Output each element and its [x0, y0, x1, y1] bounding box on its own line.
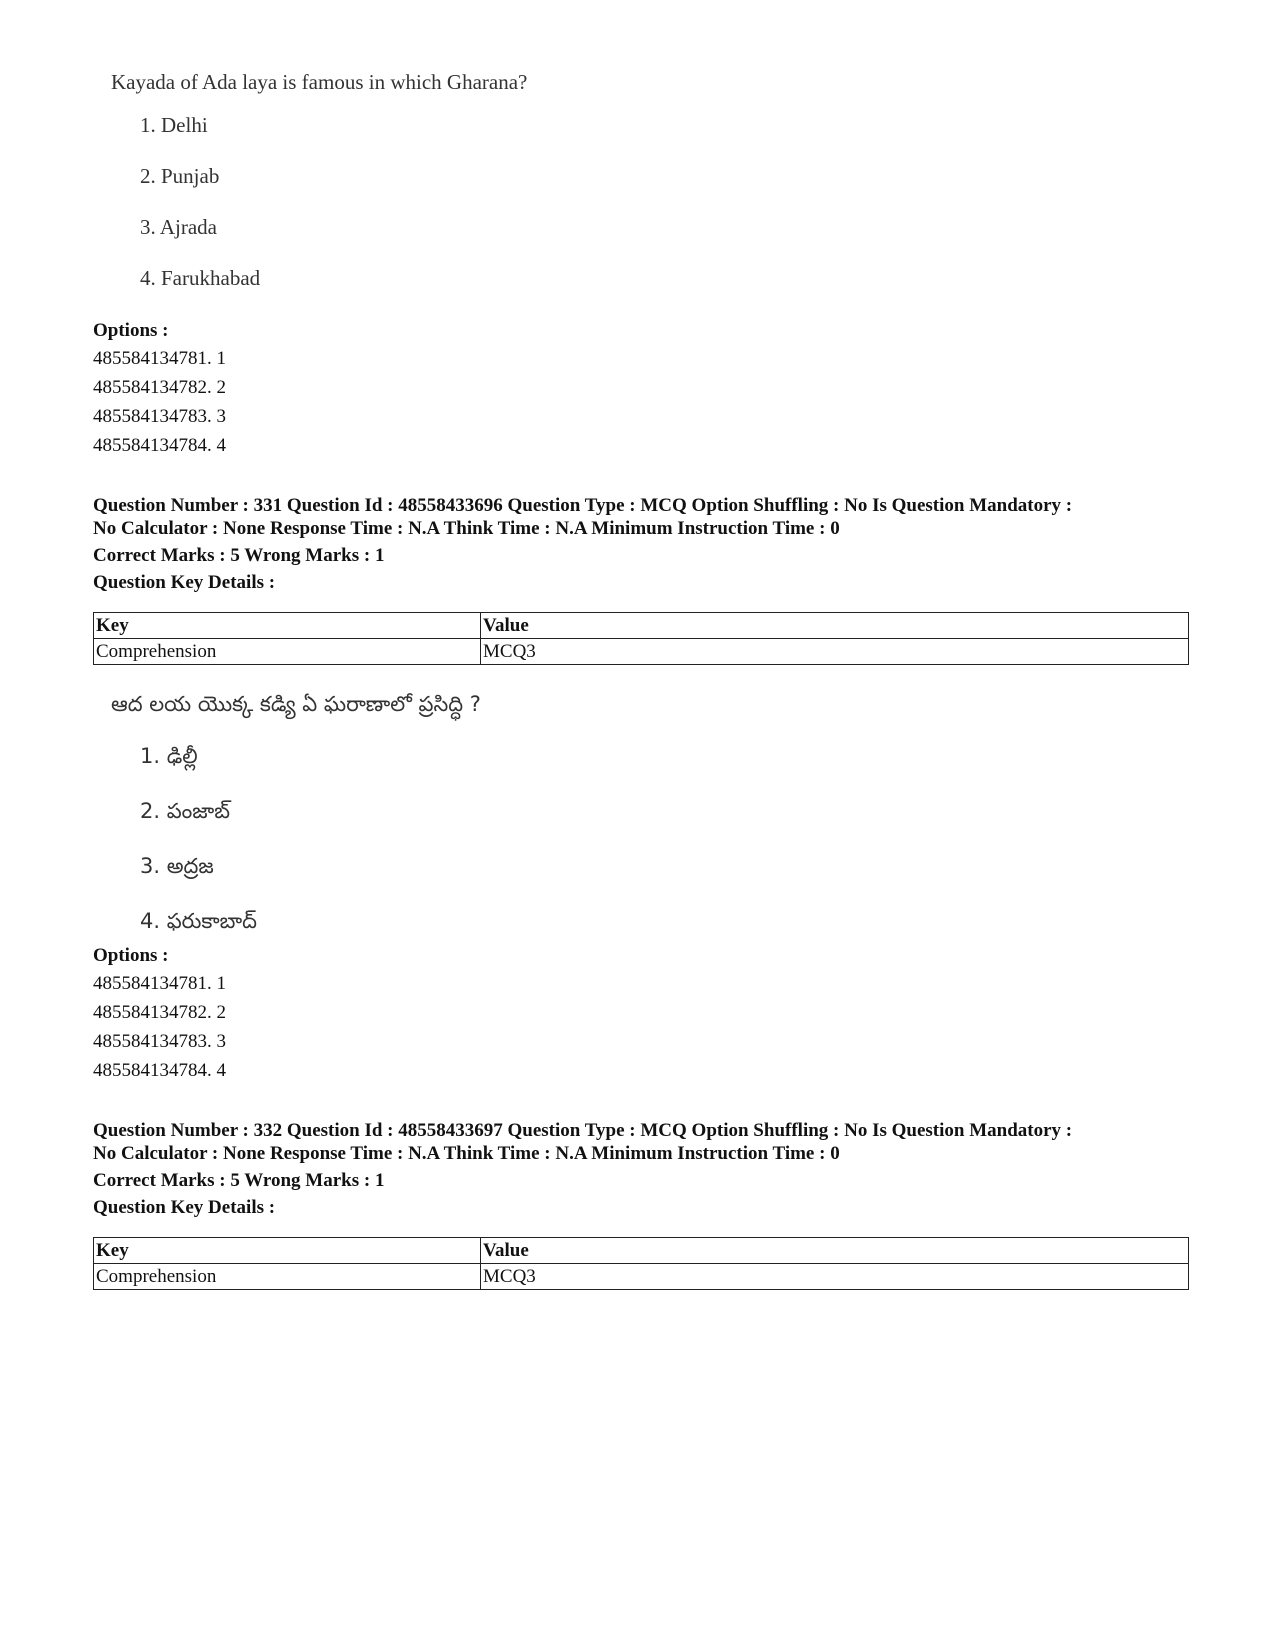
table-cell-value: MCQ3 — [481, 1264, 1189, 1290]
choice-item: 4. ఫరుకాబాద్ — [140, 909, 257, 933]
question-stem: Kayada of Ada laya is famous in which Gharana? — [111, 70, 528, 94]
key-details-table — [93, 1237, 1189, 1290]
question-meta-line: Question Number : 332 Question Id : 48558433697 Question Type : MCQ Option Shuffling : No Is Question Mandatory : — [93, 1120, 1073, 1141]
options-list — [93, 344, 226, 460]
option-item: 485584134782. 2 — [93, 377, 226, 398]
question-meta — [93, 494, 1193, 594]
key-details-title: Question Key Details : — [93, 1197, 276, 1218]
choice-item: 4. Farukhabad — [140, 266, 261, 290]
table-row — [94, 639, 1189, 665]
table-header-value: Value — [481, 613, 1189, 639]
key-details-title: Question Key Details : — [93, 572, 276, 593]
table-header-value: Value — [481, 1238, 1189, 1264]
option-item: 485584134784. 4 — [93, 435, 226, 456]
question-meta — [93, 1119, 1193, 1219]
question-meta-line: No Calculator : None Response Time : N.A Think Time : N.A Minimum Instruction Time : 0 — [93, 518, 840, 539]
option-item: 485584134781. 1 — [93, 348, 226, 369]
table-header-row — [94, 1238, 1189, 1264]
choice-item: 2. Punjab — [140, 164, 220, 188]
question-image-english — [93, 70, 527, 306]
option-item: 485584134781. 1 — [93, 973, 226, 994]
table-header-row — [94, 613, 1189, 639]
choice-item: 3. Ajrada — [140, 215, 217, 239]
table-row — [94, 1264, 1189, 1290]
table-cell-key: Comprehension — [94, 639, 481, 665]
marks-line: Correct Marks : 5 Wrong Marks : 1 — [93, 545, 385, 566]
options-list — [93, 969, 226, 1085]
option-item: 485584134783. 3 — [93, 406, 226, 427]
question-meta-line: No Calculator : None Response Time : N.A Think Time : N.A Minimum Instruction Time : 0 — [93, 1143, 840, 1164]
option-item: 485584134783. 3 — [93, 1031, 226, 1052]
option-item: 485584134782. 2 — [93, 1002, 226, 1023]
key-details-table — [93, 612, 1189, 665]
choice-item: 3. అద్రజ — [140, 854, 214, 878]
options-section — [93, 320, 226, 460]
choice-list — [93, 113, 527, 306]
question-image-telugu — [93, 692, 481, 949]
choice-item: 2. పంజాబ్ — [140, 799, 231, 823]
options-title: Options : — [93, 320, 169, 341]
choice-list — [93, 744, 481, 949]
marks-line: Correct Marks : 5 Wrong Marks : 1 — [93, 1170, 385, 1191]
table-cell-value: MCQ3 — [481, 639, 1189, 665]
question-stem: ఆద లయ యొక్క కడ్యి ఏ ఘరాణాలో ప్రసిద్ధి ? — [111, 692, 481, 716]
table-header-key: Key — [94, 1238, 481, 1264]
question-meta-line: Question Number : 331 Question Id : 48558433696 Question Type : MCQ Option Shuffling : No Is Question Mandatory : — [93, 495, 1073, 516]
table-header-key: Key — [94, 613, 481, 639]
options-section — [93, 945, 226, 1085]
table-cell-key: Comprehension — [94, 1264, 481, 1290]
option-item: 485584134784. 4 — [93, 1060, 226, 1081]
options-title: Options : — [93, 945, 169, 966]
choice-item: 1. Delhi — [140, 113, 208, 137]
choice-item: 1. ఢిల్లీ — [140, 744, 198, 768]
